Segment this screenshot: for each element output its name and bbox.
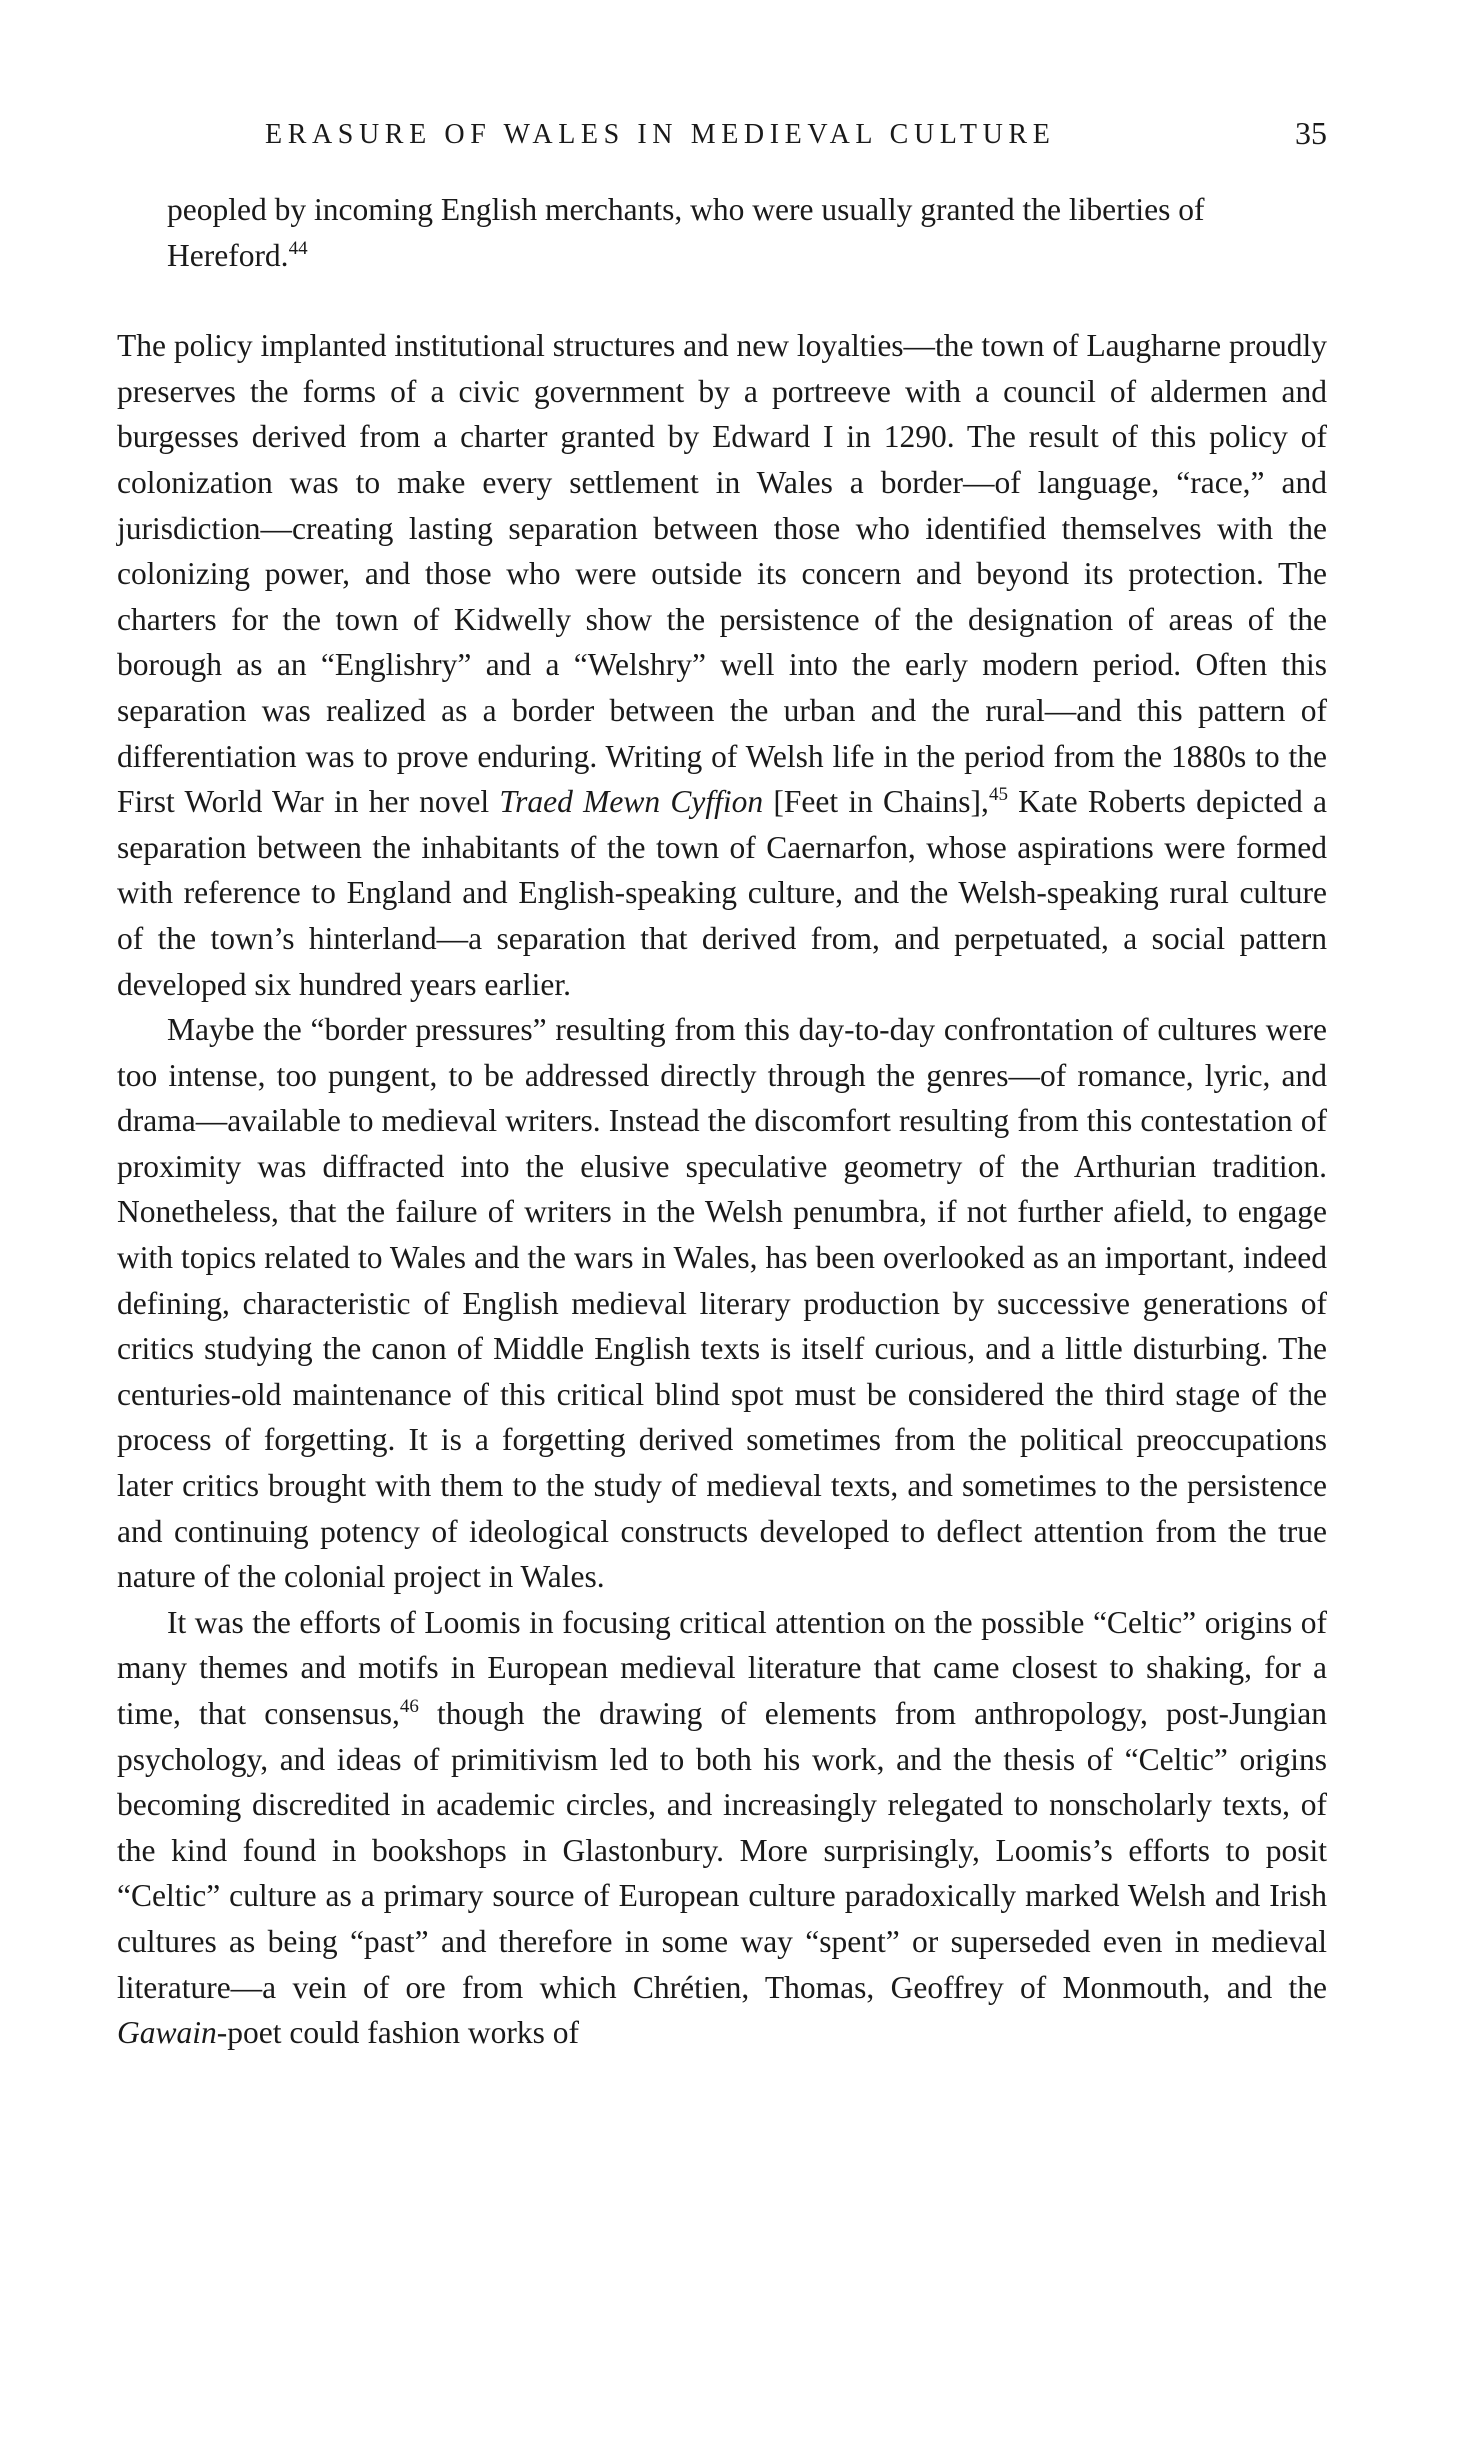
- paragraph-3-text-c: -poet could fashion works of: [216, 2015, 579, 2051]
- paragraph-2: Maybe the “border pressures” resulting from this day-to-day confrontation of cultures were too intense, too pungent, to be addressed directly through the genres—of romance, lyric, and drama—available to medieval writers. Instead the discomfort resulting from this contestation of proximity was diffracted into the elusive speculative geometry of the Arthurian tradition. Nonetheless, that the failure of writers in the Welsh penumbra, if not further afield, to engage with topics related to Wales and the wars in Wales, has been overlooked as an important, indeed defining, characteristic of English medieval literary production by successive generations of critics studying the canon of Middle English texts is itself curious, and a little disturbing. The centuries-old maintenance of this critical blind spot must be considered the third stage of the process of forgetting. It is a forgetting derived sometimes from the political preoccupations later critics brought with them to the study of medieval texts, and sometimes to the persistence and continuing potency of ideological constructs developed to deflect attention from the true nature of the colonial project in Wales.: [117, 1012, 1327, 1595]
- footnote-ref-45: 45: [988, 784, 1008, 806]
- gawain-italic: Gawain: [117, 2015, 217, 2051]
- paragraph-1-text-c: Kate Roberts depicted a separation between the inhabitants of the town of Caernarfon, whose aspirations were formed with reference to England and English-speaking culture, and the Welsh-speaking rural culture of the town’s hinterland—a separation that derived from, and perpetuated, a social pattern developed six hundred years earlier.: [117, 784, 1328, 1002]
- paragraph-1-text-b: [Feet in Chains],: [763, 784, 989, 820]
- block-quote-text: peopled by incoming English merchants, who were usually granted the liberties of Hereford.: [167, 192, 1205, 273]
- running-head: [117, 105, 1327, 165]
- running-title: ERASURE OF WALES IN MEDIEVAL CULTURE: [265, 119, 1056, 150]
- paragraph-3: [117, 1600, 1327, 2056]
- block-quote: [117, 187, 1327, 278]
- paragraph-3-text-b: though the drawing of elements from anthropology, post-Jungian psychology, and ideas of primitivism led to both his work, and the thesis of “Celtic” origins becoming discredited in academic circles, and increasingly relegated to nonscholarly texts, of the kind found in bookshops in Glastonbury. More surprisingly, Loomis’s efforts to posit “Celtic” culture as a primary source of European culture paradoxically marked Welsh and Irish cultures as being “past” and therefore in some way “spent” or superseded even in medieval literature—a vein of ore from which Chrétien, Thomas, Geoffrey of Monmouth, and the: [117, 1696, 1327, 2005]
- book-page: [117, 105, 1327, 2056]
- paragraph-3-text-a: It was the efforts of Loomis in focusing critical attention on the possible “Celtic” origins of many themes and motifs in European medieval literature that came closest to shaking, for a time, that consensus,: [117, 1604, 1327, 1731]
- novel-title: Traed Mewn Cyffion: [499, 784, 764, 820]
- paragraph-1: [117, 323, 1327, 1007]
- page-number: 35: [1295, 115, 1327, 151]
- footnote-ref-44: 44: [288, 237, 308, 259]
- paragraph-1-text-a: The policy implanted institutional structures and new loyalties—the town of Laugharne proudly preserves the forms of a civic government by a portreeve with a council of aldermen and burgesses derived from a charter granted by Edward I in 1290. The result of this policy of colonization was to make every settlement in Wales a border—of language, “race,” and jurisdiction—creating lasting separation between those who identified themselves with the colonizing power, and those who were outside its concern and beyond its protection. The charters for the town of Kidwelly show the persistence of the designation of areas of the borough as an “Englishry” and a “Welshry” well into the early modern period. Often this separation was realized as a border between the urban and the rural—and this pattern of differentiation was to prove enduring. Writing of Welsh life in the period from the 1880s to the First World War in her novel: [117, 328, 1327, 820]
- footnote-ref-46: 46: [399, 1696, 419, 1717]
